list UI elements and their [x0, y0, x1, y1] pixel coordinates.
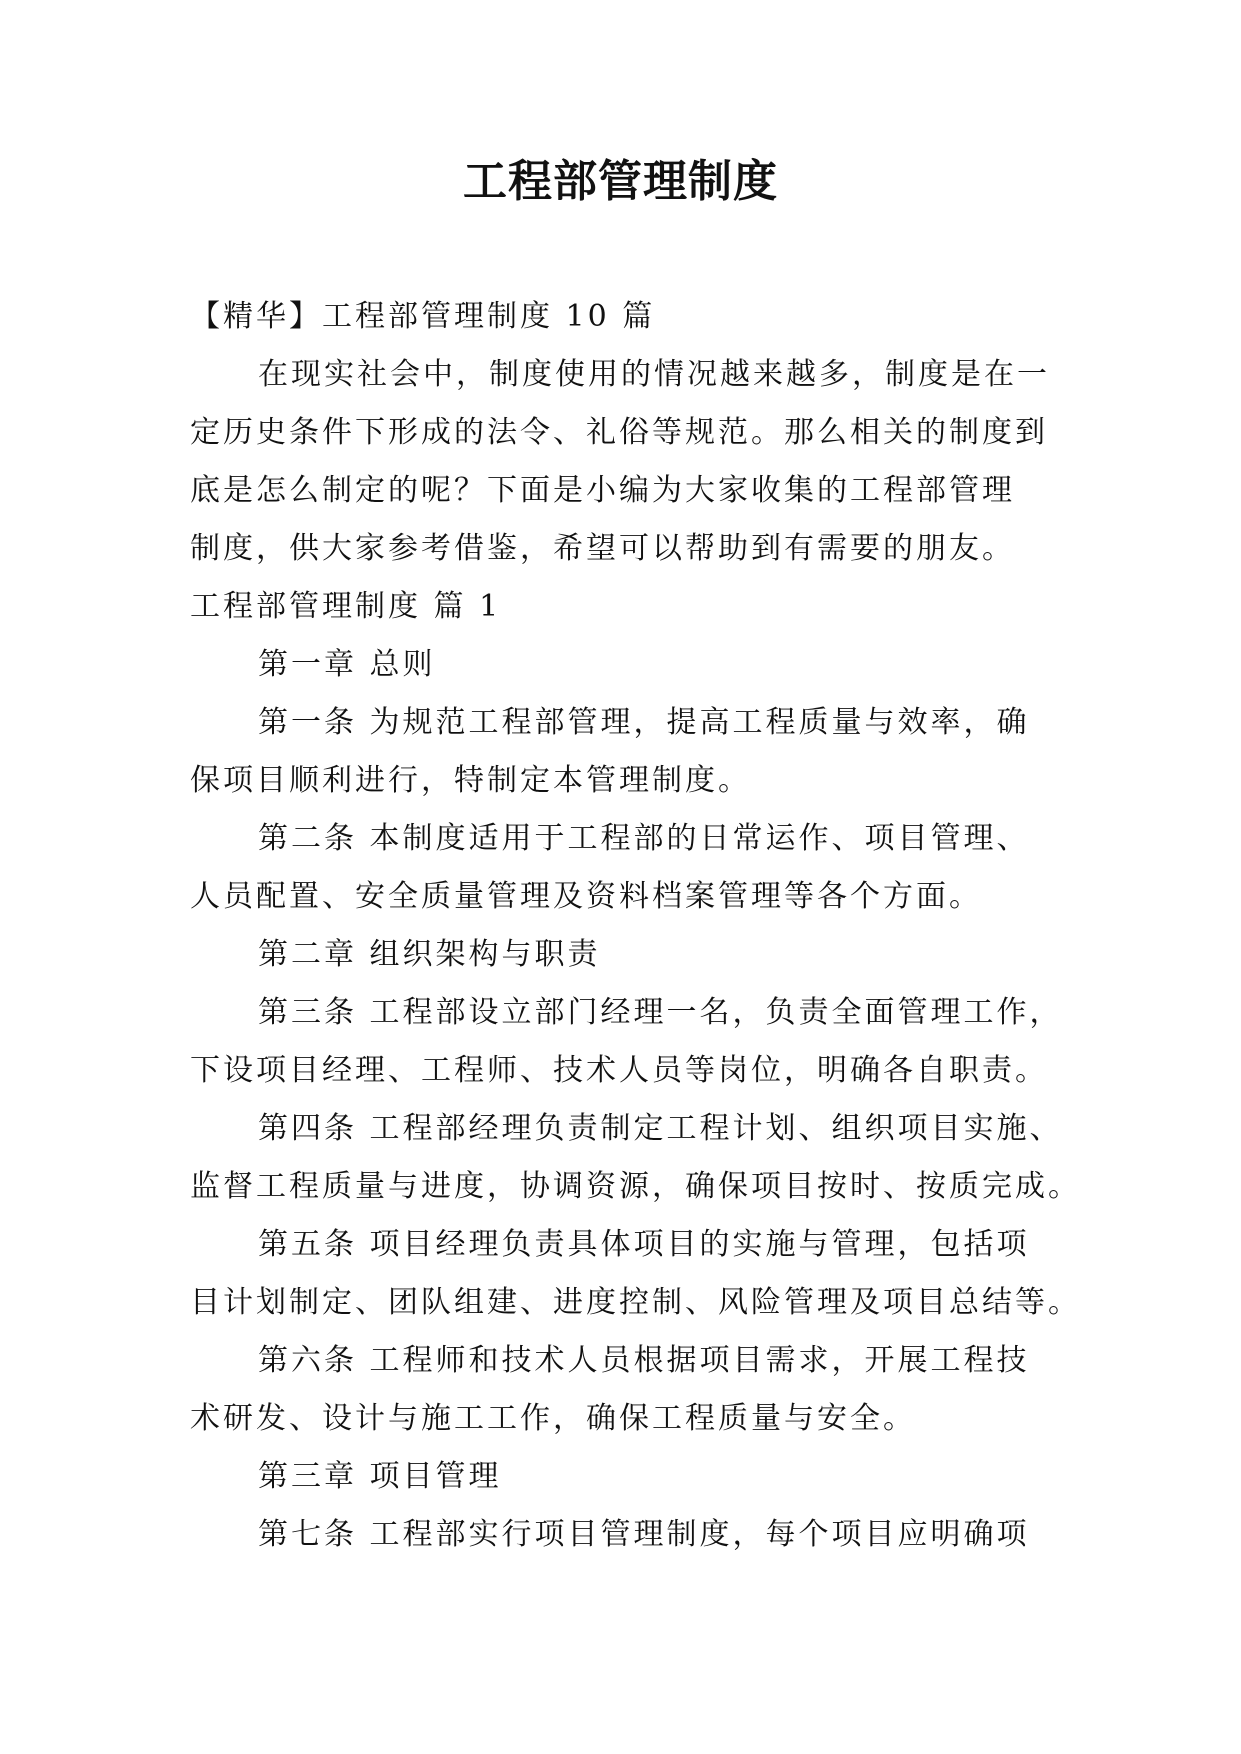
- text-line: 制度，供大家参考借鉴，希望可以帮助到有需要的朋友。: [190, 531, 1015, 566]
- text-line: 第三条 工程部设立部门经理一名，负责全面管理工作，: [258, 995, 1063, 1030]
- text-line: 目计划制定、团队组建、进度控制、风险管理及项目总结等。: [190, 1285, 1081, 1320]
- text-line: 下设项目经理、工程师、技术人员等岗位，明确各自职责。: [190, 1053, 1048, 1088]
- text-line: 第五条 项目经理负责具体项目的实施与管理，包括项: [258, 1227, 1030, 1262]
- text-line: 定历史条件下形成的法令、礼俗等规范。那么相关的制度到: [190, 415, 1048, 450]
- text-line: 监督工程质量与进度，协调资源，确保项目按时、按质完成。: [190, 1169, 1081, 1204]
- text-line: 工程部管理制度 篇 1: [190, 589, 502, 624]
- text-line: 第七条 工程部实行项目管理制度，每个项目应明确项: [258, 1517, 1030, 1552]
- document-title: 工程部管理制度: [463, 156, 778, 207]
- text-line: 术研发、设计与施工工作，确保工程质量与安全。: [190, 1401, 916, 1436]
- text-line: 人员配置、安全质量管理及资料档案管理等各个方面。: [190, 879, 982, 914]
- text-line: 【精华】工程部管理制度 10 篇: [190, 299, 656, 334]
- text-line: 第一条 为规范工程部管理，提高工程质量与效率，确: [258, 705, 1030, 740]
- text-line: 底是怎么制定的呢？下面是小编为大家收集的工程部管理: [190, 473, 1015, 508]
- text-line: 第一章 总则: [258, 647, 436, 682]
- text-line: 第四条 工程部经理负责制定工程计划、组织项目实施、: [258, 1111, 1063, 1146]
- text-line: 保项目顺利进行，特制定本管理制度。: [190, 763, 751, 798]
- text-line: 在现实社会中，制度使用的情况越来越多，制度是在一: [258, 357, 1050, 392]
- text-line: 第三章 项目管理: [258, 1459, 502, 1494]
- text-line: 第二章 组织架构与职责: [258, 937, 601, 972]
- text-line: 第六条 工程师和技术人员根据项目需求，开展工程技: [258, 1343, 1030, 1378]
- document-body: [190, 288, 1081, 1564]
- text-line: 第二条 本制度适用于工程部的日常运作、项目管理、: [258, 821, 1030, 856]
